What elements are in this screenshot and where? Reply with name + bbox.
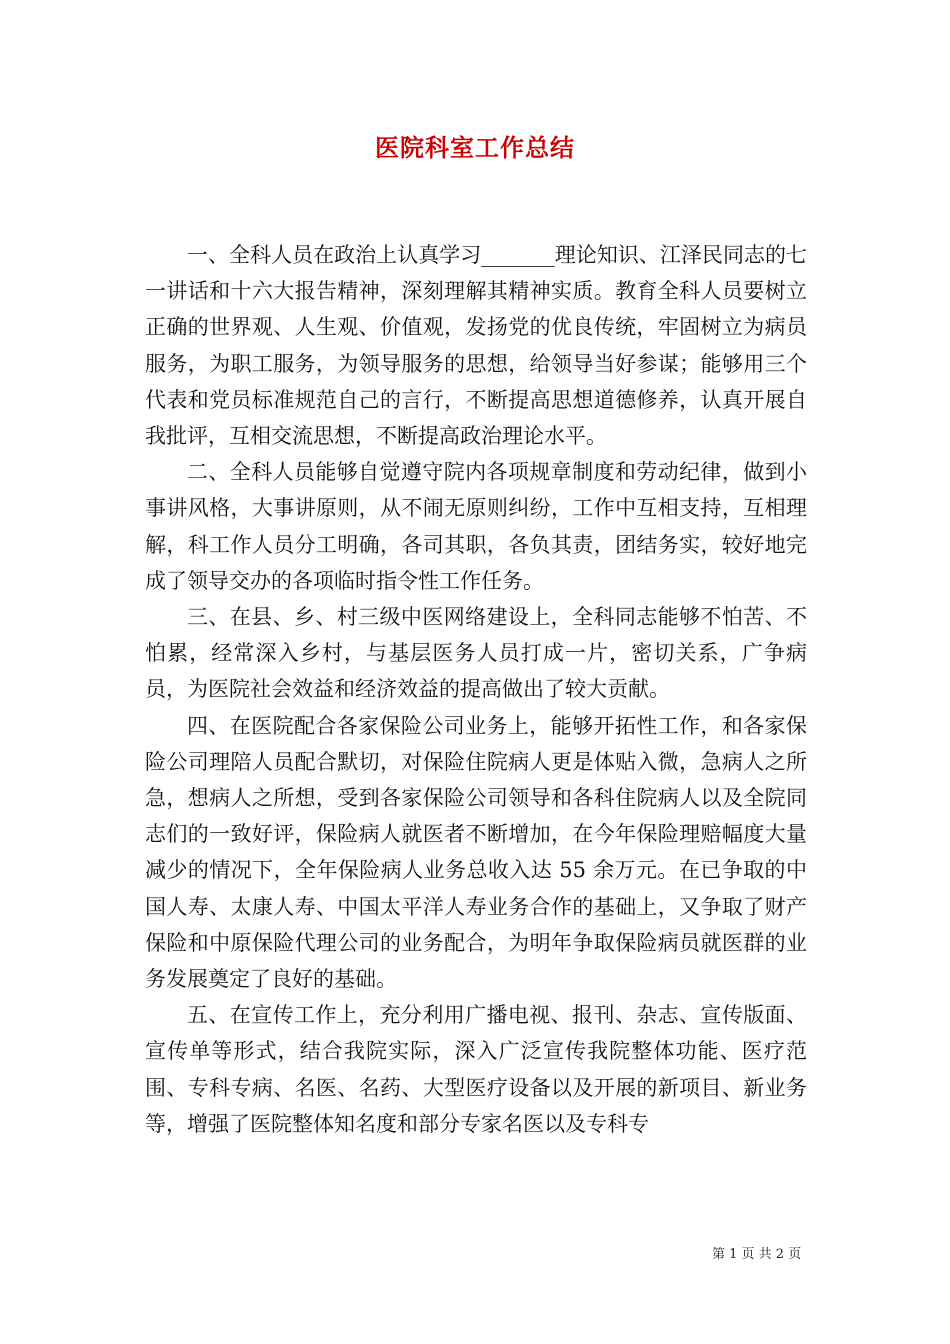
paragraph-3: 三、在县、乡、村三级中医网络建设上，全科同志能够不怕苦、不怕累，经常深入乡村，与基层医务人员打成一片，密切关系，广争病员，为医院社会效益和经济效益的提高做出了较大贡献。 [145, 605, 807, 702]
paragraph-1: 一、全科人员在政治上认真学习_______理论知识、江泽民同志的七一讲话和十六大报告精神，深刻理解其精神实质。教育全科人员要树立正确的世界观、人生观、价值观，发扬党的优良传统，牢固树立为病员服务，为职工服务，为领导服务的思想，给领导当好参谋；能够用三个代表和党员标准规范自己的言行，不断提高思想道德修养，认真开展自我批评，互相交流思想，不断提高政治理论水平。 [145, 243, 807, 449]
paragraph-4: 四、在医院配合各家保险公司业务上，能够开拓性工作，和各家保险公司理陪人员配合默切，对保险住院病人更是体贴入微，急病人之所急，想病人之所想，受到各家保险公司领导和各科住院病人以及全院同志们的一致好评，保险病人就医者不断增加，在今年保险理赔幅度大量减少的情况下，全年保险病人业务总收入达 55 余万元。在已争取的中国人寿、太康人寿、中国太平洋人寿业务合作的基础上，又争取了财产保险和中原保险代理公司的业务配合，为明年争取保险病员就医群的业务发展奠定了良好的基础。 [145, 713, 807, 992]
paragraph-5: 五、在宣传工作上，充分利用广播电视、报刊、杂志、宣传版面、宣传单等形式，结合我院实际，深入广泛宣传我院整体功能、医疗范围、专科专病、名医、名药、大型医疗设备以及开展的新项目、新业务等，增强了医院整体知名度和部分专家名医以及专科专 [145, 1003, 807, 1136]
paragraph-2: 二、全科人员能够自觉遵守院内各项规章制度和劳动纪律，做到小事讲风格，大事讲原则，从不闹无原则纠纷，工作中互相支持，互相理解，科工作人员分工明确，各司其职，各负其责，团结务实，较好地完成了领导交办的各项临时指令性工作任务。 [145, 460, 807, 593]
page-number-footer: 第 1 页 共 2 页 [712, 1247, 802, 1262]
document-body [145, 237, 807, 1142]
document-title: 医院科室工作总结 [375, 133, 575, 162]
